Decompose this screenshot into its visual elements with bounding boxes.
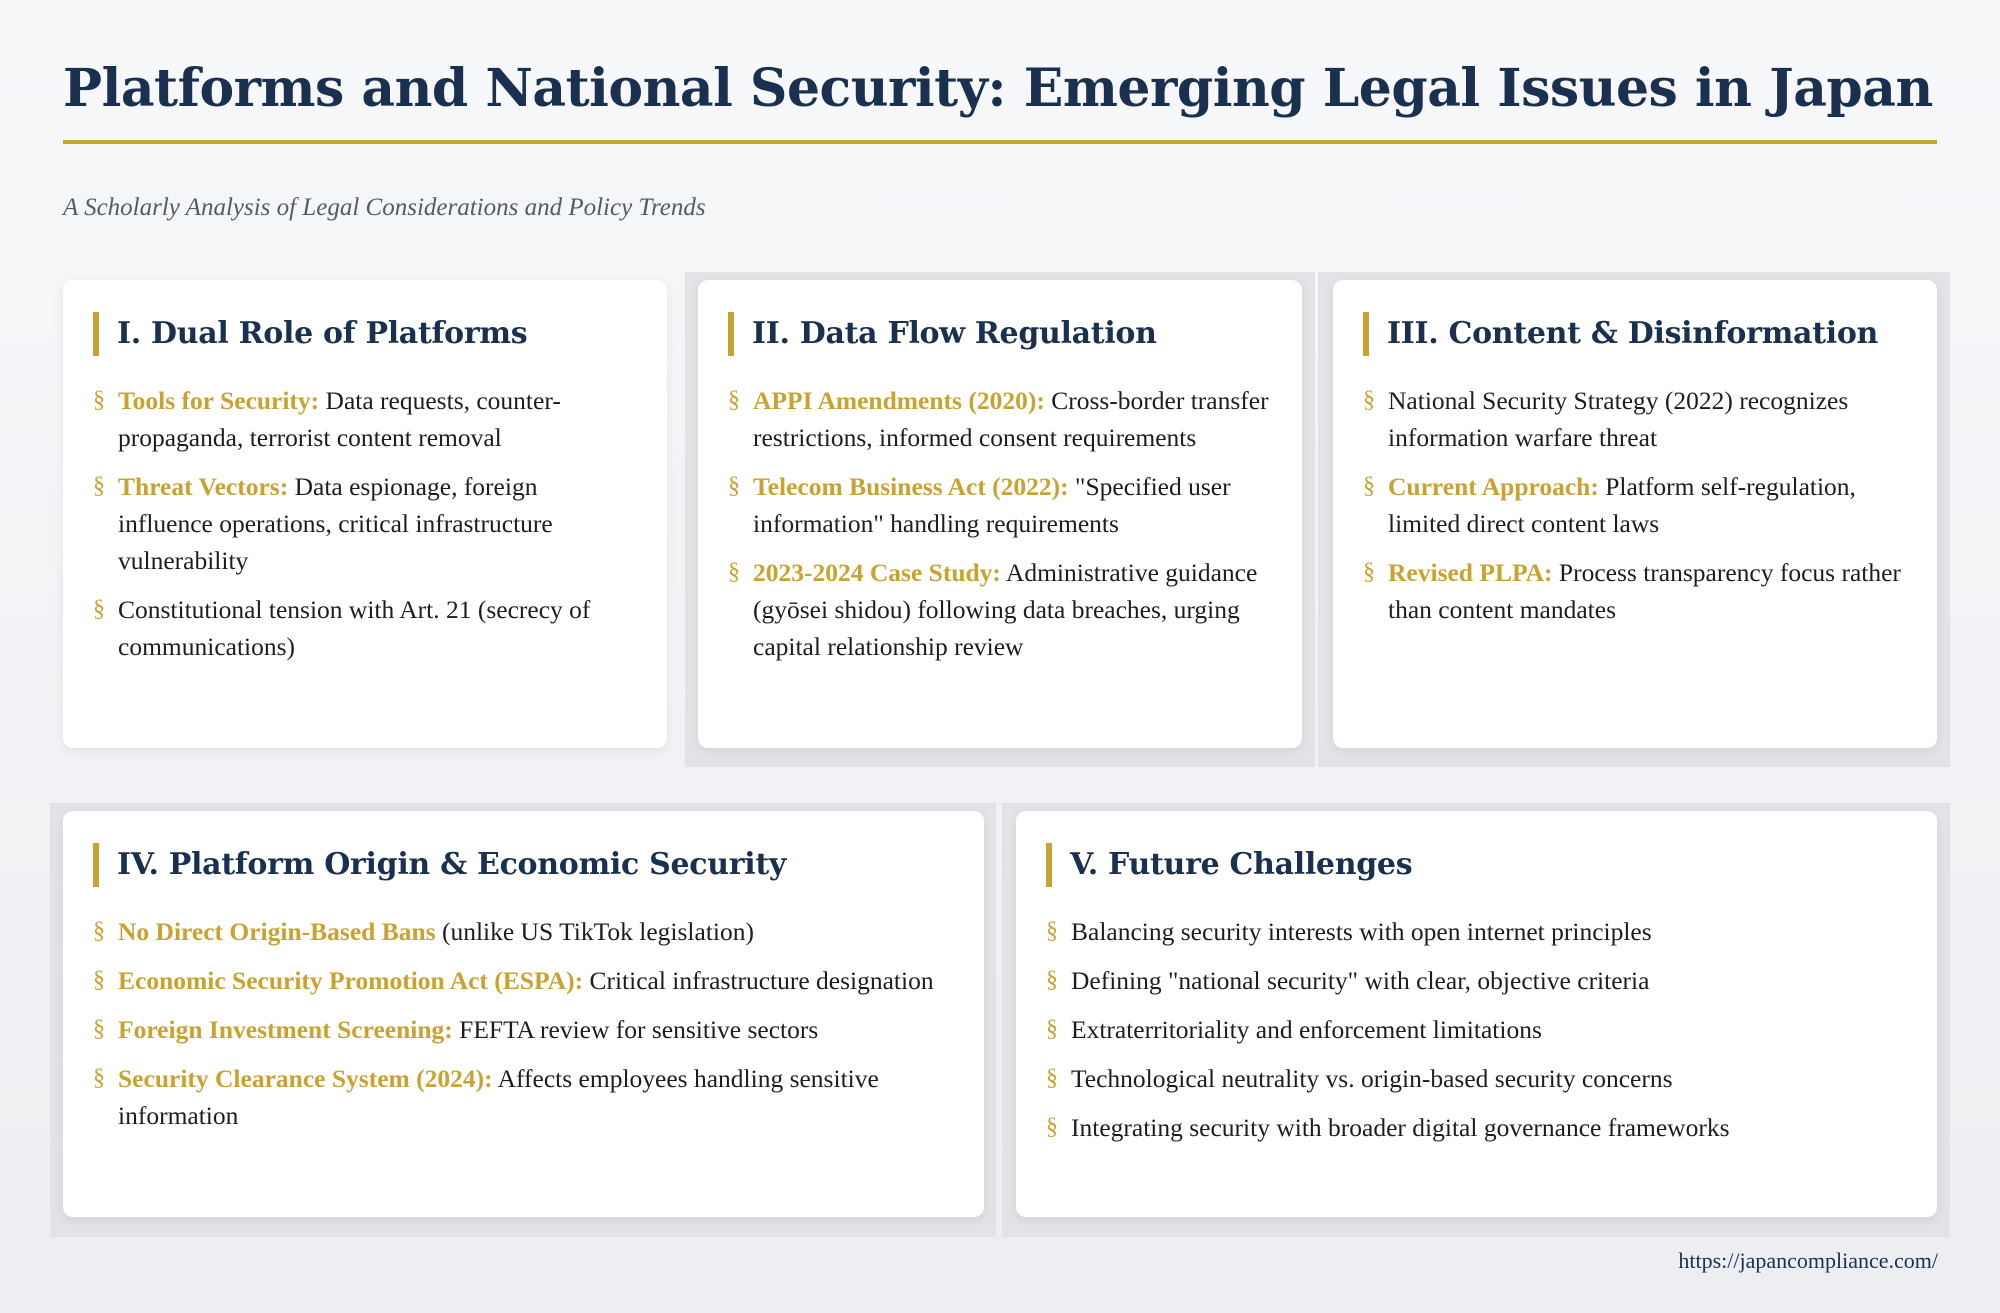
section-sign-icon: § xyxy=(93,1065,105,1091)
item-text: Integrating security with broader digital governance frameworks xyxy=(1071,1113,1730,1142)
item-text: FEFTA review for sensitive sectors xyxy=(452,1015,819,1044)
item-text: National Security Strategy (2022) recognizes information warfare threat xyxy=(1388,386,1849,452)
item-key-term: APPI Amendments (2020): xyxy=(753,386,1045,415)
section-sign-icon: § xyxy=(1363,387,1375,413)
section-list xyxy=(728,382,1272,665)
page-subtitle: A Scholarly Analysis of Legal Considerations and Policy Trends xyxy=(63,194,706,221)
item-key-term: Security Clearance System (2024): xyxy=(118,1064,493,1093)
list-item xyxy=(1046,1109,1907,1146)
item-key-term: Telecom Business Act (2022): xyxy=(753,472,1069,501)
section-card-platform-origin xyxy=(63,811,984,1217)
item-key-term: Current Approach: xyxy=(1388,472,1599,501)
item-text: Critical infrastructure designation xyxy=(583,966,934,995)
title-divider xyxy=(63,140,1937,144)
section-sign-icon: § xyxy=(728,559,740,585)
list-item xyxy=(93,913,954,950)
section-heading: II. Data Flow Regulation xyxy=(728,312,1272,356)
item-key-term: No Direct Origin-Based Bans xyxy=(118,917,436,946)
item-text: Administrative guidance (gyōsei shidou) following data breaches, urging capital relationship review xyxy=(753,558,1258,661)
item-text: Extraterritoriality and enforcement limitations xyxy=(1071,1015,1542,1044)
section-sign-icon: § xyxy=(1046,918,1058,944)
item-text: Platform self-regulation, limited direct content laws xyxy=(1388,472,1856,538)
item-key-term: Threat Vectors: xyxy=(118,472,289,501)
section-card-content-disinformation xyxy=(1333,280,1937,748)
source-link[interactable]: https://japancompliance.com/ xyxy=(1678,1248,1938,1273)
section-list xyxy=(93,913,954,1134)
item-key-term: Revised PLPA: xyxy=(1388,558,1553,587)
section-sign-icon: § xyxy=(1046,1114,1058,1140)
section-sign-icon: § xyxy=(1046,1016,1058,1042)
list-item xyxy=(1363,382,1907,456)
section-sign-icon: § xyxy=(93,967,105,993)
list-item xyxy=(93,962,954,999)
section-card-data-flow xyxy=(698,280,1302,748)
item-key-term: Foreign Investment Screening: xyxy=(118,1015,453,1044)
list-item xyxy=(1046,1011,1907,1048)
section-sign-icon: § xyxy=(93,1016,105,1042)
item-text: Process transparency focus rather than content mandates xyxy=(1388,558,1901,624)
section-sign-icon: § xyxy=(1046,1065,1058,1091)
section-card-future-challenges xyxy=(1016,811,1937,1217)
list-item xyxy=(1363,554,1907,628)
item-text: "Specified user information" handling requirements xyxy=(753,472,1231,538)
list-item xyxy=(728,554,1272,665)
list-item xyxy=(1046,962,1907,999)
section-sign-icon: § xyxy=(728,387,740,413)
list-item xyxy=(728,382,1272,456)
item-key-term: Economic Security Promotion Act (ESPA): xyxy=(118,966,584,995)
section-list xyxy=(93,382,637,665)
section-sign-icon: § xyxy=(728,473,740,499)
section-card-dual-role xyxy=(63,280,667,748)
list-item xyxy=(728,468,1272,542)
section-list xyxy=(1046,913,1907,1146)
item-text: Cross-border transfer restrictions, informed consent requirements xyxy=(753,386,1269,452)
section-heading: III. Content & Disinformation xyxy=(1363,312,1907,356)
item-text: Defining "national security" with clear, objective criteria xyxy=(1071,966,1650,995)
page-title: Platforms and National Security: Emerging Legal Issues in Japan xyxy=(63,58,1933,119)
item-text: Balancing security interests with open internet principles xyxy=(1071,917,1652,946)
item-text: Technological neutrality vs. origin-based security concerns xyxy=(1071,1064,1673,1093)
section-sign-icon: § xyxy=(93,918,105,944)
list-item xyxy=(93,382,637,456)
section-heading: V. Future Challenges xyxy=(1046,843,1907,887)
list-item xyxy=(93,468,637,579)
list-item xyxy=(1363,468,1907,542)
section-sign-icon: § xyxy=(93,596,105,622)
item-text: Data requests, counter-propaganda, terrorist content removal xyxy=(118,386,561,452)
item-text: Constitutional tension with Art. 21 (secrecy of communications) xyxy=(118,595,591,661)
list-item xyxy=(93,1011,954,1048)
section-sign-icon: § xyxy=(1046,967,1058,993)
section-sign-icon: § xyxy=(93,387,105,413)
section-list xyxy=(1363,382,1907,628)
item-text: Affects employees handling sensitive information xyxy=(118,1064,879,1130)
section-sign-icon: § xyxy=(1363,473,1375,499)
section-sign-icon: § xyxy=(1363,559,1375,585)
section-heading: IV. Platform Origin & Economic Security xyxy=(93,843,954,887)
list-item xyxy=(93,591,637,665)
list-item xyxy=(93,1060,954,1134)
list-item xyxy=(1046,1060,1907,1097)
section-heading: I. Dual Role of Platforms xyxy=(93,312,637,356)
item-key-term: 2023-2024 Case Study: xyxy=(753,558,1001,587)
item-key-term: Tools for Security: xyxy=(118,386,320,415)
item-text: Data espionage, foreign influence operations, critical infrastructure vulnerability xyxy=(118,472,553,575)
list-item xyxy=(1046,913,1907,950)
section-sign-icon: § xyxy=(93,473,105,499)
item-text: (unlike US TikTok legislation) xyxy=(435,917,754,946)
